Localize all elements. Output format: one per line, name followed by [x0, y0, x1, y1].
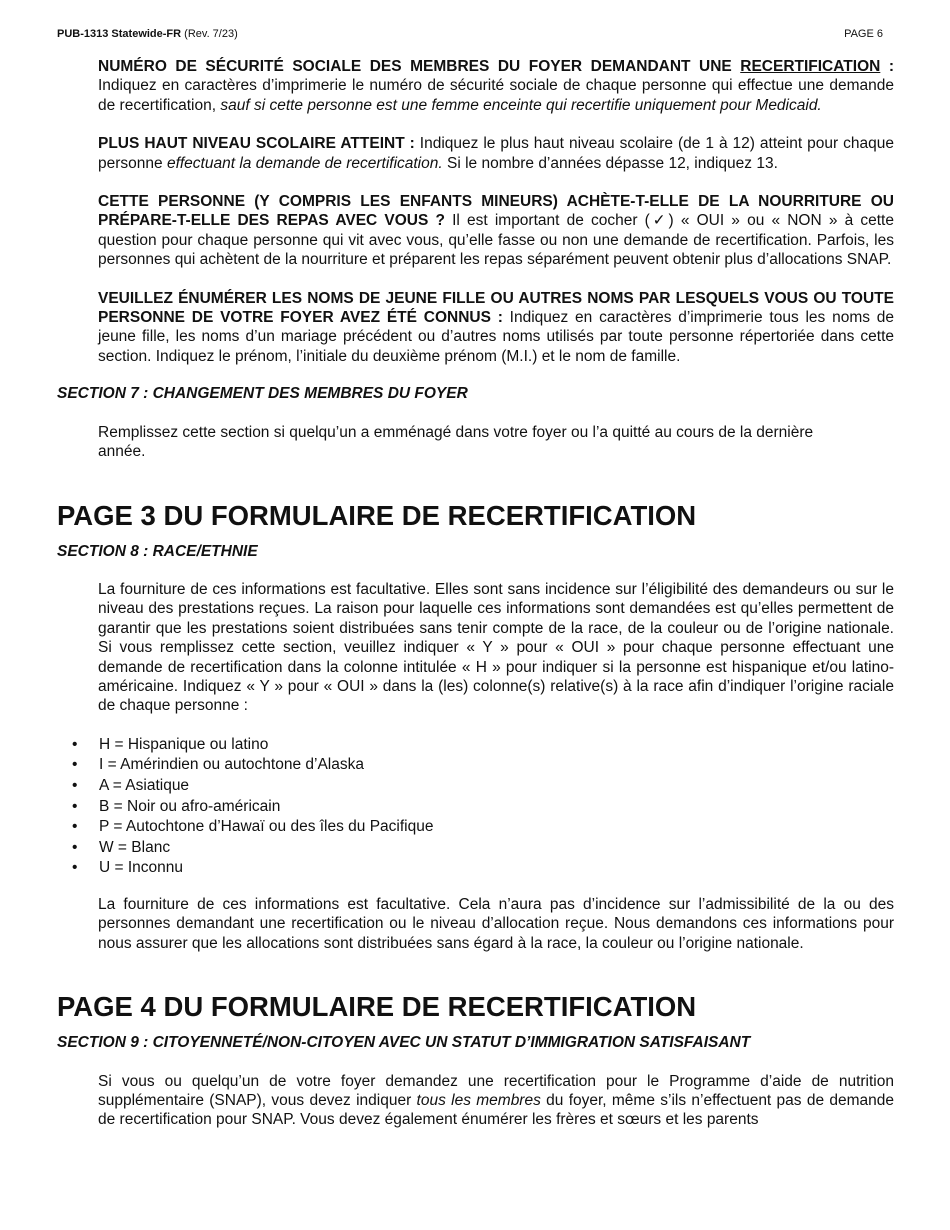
section9-paragraph — [98, 1072, 894, 1130]
page3-title: PAGE 3 DU FORMULAIRE DE RECERTIFICATION — [57, 499, 697, 531]
ssn-text: Indiquez en caractères d’imprimerie le numéro de sécurité sociale de chaque personne qui effectue une demande de recertification, — [98, 77, 894, 114]
form-identifier — [57, 28, 238, 40]
food-text: Il est important de cocher (✓) « OUI » ou « NON » à cette question pour chaque personne qui vit avec vous, qu’elle fasse ou non une demande de recertification. Parfois, les personnes qui achètent de la nourriture et préparent les repas séparément peuvent obtenir plus d’allocations SNAP. — [98, 212, 894, 269]
section9-text-1: Si vous ou quelqu’un de votre foyer demandez une recertification pour le Programme d’aide de nutrition supplémentaire (SNAP), vous devez indiquer — [98, 1072, 894, 1109]
ssn-heading-part1: NUMÉRO DE SÉCURITÉ SOCIALE DES MEMBRES DU FOYER DEMANDANT UNE — [98, 58, 741, 75]
section9-text-2: du foyer, même s’ils n’effectuent pas de demande de recertification pour SNAP. Vous devez également énumérer les frères et sœurs et les parents — [98, 1091, 894, 1129]
education-text-italic: effectuant la demande de recertification. — [166, 154, 443, 172]
section9-title — [57, 1033, 894, 1052]
names-text: Indiquez en caractères d’imprimerie tous les noms de jeune fille, les noms d’un mariage précédent ou d’autres noms utilisés par toute personne répertoriée dans cette section. Indiquez le prénom, l’initiale du deuxième prénom (M.I.) et le nom de famille. — [98, 309, 895, 365]
list-item: • W = Blanc — [57, 838, 894, 859]
list-item: • B = Noir ou afro-américain — [57, 797, 894, 818]
education-text-2: Si le nombre d’années dépasse 12, indiquez 13. — [442, 154, 778, 172]
list-item: • A = Asiatique — [57, 776, 894, 797]
page-body — [57, 57, 894, 1130]
page-header — [57, 28, 883, 44]
section9-text-italic: tous les membres — [416, 1091, 541, 1109]
section8-intro: La fourniture de ces informations est facultative. Elles sont sans incidence sur l’éligibilité des demandeurs ou sur le niveau des prestations reçues. La raison pour laquelle ces informations sont demandées est qu’elles permettent de garantir que les prestations soient distribuées sans tenir compte de la race, de la couleur ou de l’origine nationale. Si vous remplissez cette section, veuillez indiquer « Y » pour « OUI » pour chaque personne effectuant une demande de recertification dans la colonne intitulée « H » pour indiquer si la personne est hispanique et/ou latino-américaine. Indiquez « Y » pour « OUI » dans la (les) colonne(s) relative(s) à la race afin d’indiquer l’origine raciale de chaque personne : — [98, 580, 894, 715]
names-paragraph — [98, 289, 894, 367]
section9-title-text: SECTION 9 : CITOYENNETÉ/NON-CITOYEN AVEC UN STATUT D’IMMIGRATION SATISFAISANT — [57, 1034, 751, 1052]
ssn-paragraph — [98, 57, 894, 115]
ssn-heading — [98, 58, 894, 75]
names-heading: VEUILLEZ ÉNUMÉRER LES NOMS DE JEUNE FILLE OU AUTRES NOMS PAR LESQUELS VOUS OU TOUTE PERSONNE DE VOTRE FOYER AVEZ ÉTÉ CONNUS : — [98, 289, 894, 327]
form-revision: (Rev. 7/23) — [184, 28, 238, 40]
list-item: • H = Hispanique ou latino — [57, 735, 894, 756]
list-item: • I = Amérindien ou autochtone d’Alaska — [57, 755, 894, 776]
section8-closing: La fourniture de ces informations est facultative. Cela n’aura pas d’incidence sur l’admissibilité de la ou des personnes demandant une recertification ou le niveau d’allocation reçue. Nous demandons ces informations pour nous assurer que les allocations sont distribuées sans égard à la race, la couleur ou l’origine nationale. — [98, 895, 894, 952]
section7-text: Remplissez cette section si quelqu’un a emménagé dans votre foyer ou l’a quitté au cours de la dernière année. — [98, 423, 814, 461]
food-paragraph — [98, 192, 894, 270]
form-id: PUB-1313 Statewide-FR — [57, 28, 182, 40]
race-code-list — [57, 735, 894, 879]
page-number: PAGE 6 — [844, 28, 883, 40]
education-text-1: Indiquez le plus haut niveau scolaire (de 1 à 12) atteint pour chaque personne — [98, 135, 894, 172]
food-heading: CETTE PERSONNE (Y COMPRIS LES ENFANTS MINEURS) ACHÈTE-T-ELLE DE LA NOURRITURE OU PRÉPARE-T-ELLE DES REPAS AVEC VOUS ? — [98, 193, 894, 230]
page4-title: PAGE 4 DU FORMULAIRE DE RECERTIFICATION — [57, 991, 697, 1023]
ssn-heading-underlined: RECERTIFICATION — [740, 58, 881, 75]
section7-title: SECTION 7 : CHANGEMENT DES MEMBRES DU FOYER — [57, 385, 468, 403]
education-heading: PLUS HAUT NIVEAU SCOLAIRE ATTEINT : — [98, 135, 415, 153]
section8-closing-paragraph — [98, 895, 894, 953]
education-paragraph — [98, 134, 894, 173]
section7-paragraph — [98, 423, 828, 462]
section8-intro-paragraph — [98, 580, 894, 716]
list-item: • P = Autochtone d’Hawaï ou des îles du Pacifique — [57, 817, 894, 838]
list-item: • U = Inconnu — [57, 858, 894, 879]
ssn-heading-colon: : — [880, 58, 894, 75]
ssn-text-italic: sauf si cette personne est une femme enceinte qui recertifie uniquement pour Medicaid. — [220, 96, 822, 114]
section8-title: SECTION 8 : RACE/ETHNIE — [57, 542, 258, 560]
